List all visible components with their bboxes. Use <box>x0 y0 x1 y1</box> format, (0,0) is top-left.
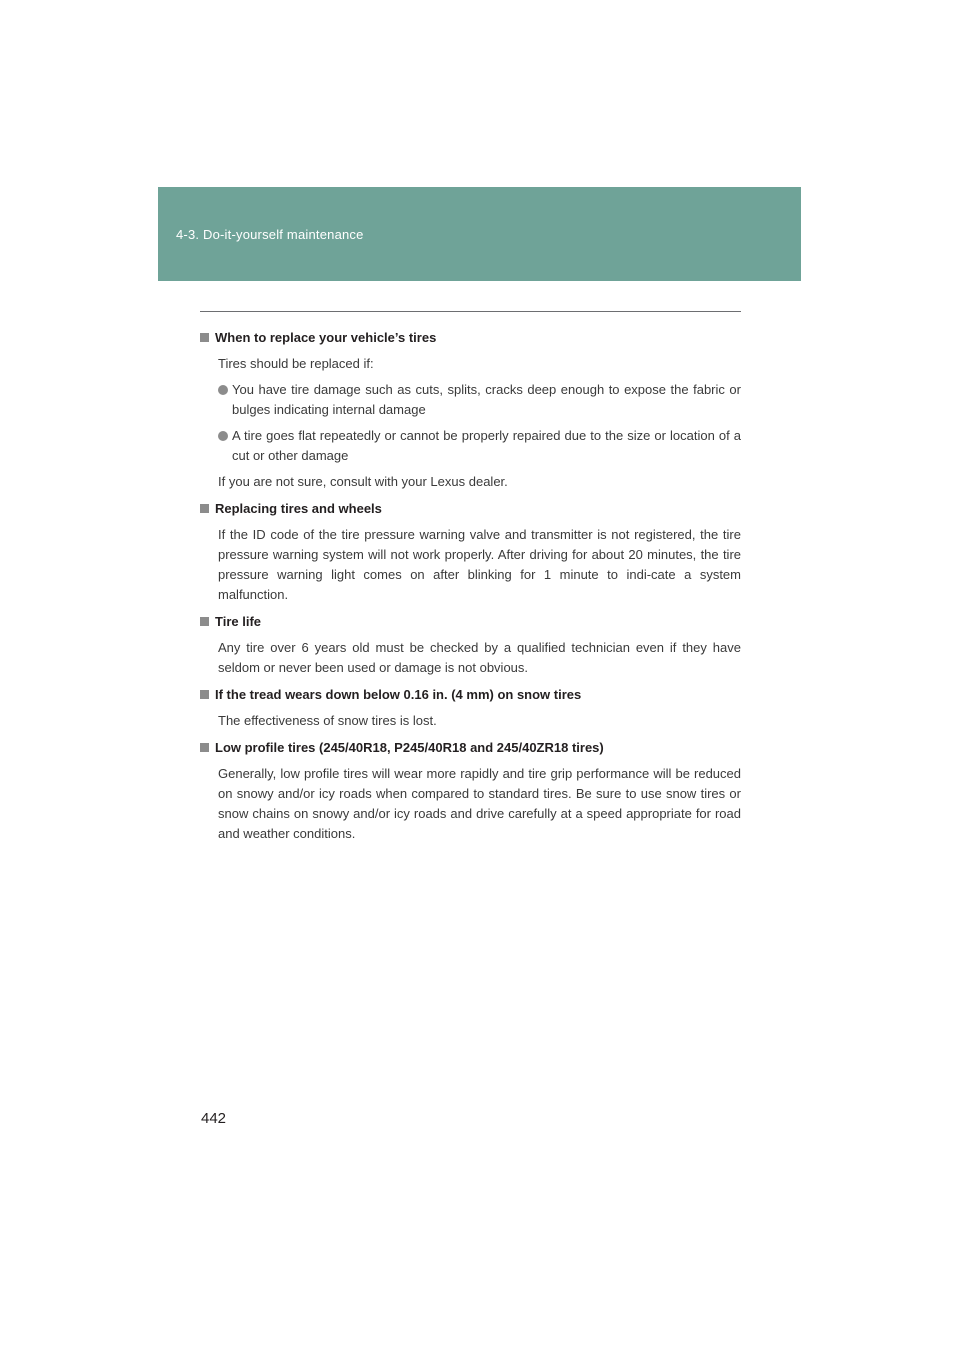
square-bullet-icon <box>200 617 209 626</box>
body-text: Any tire over 6 years old must be checked by a qualified technician even if they have seldom or never been used or damage is not obvious. <box>218 640 741 675</box>
section-heading <box>200 328 741 348</box>
heading-text: Tire life <box>215 614 262 629</box>
circle-bullet-icon <box>218 385 228 395</box>
section-heading <box>200 612 741 632</box>
section-heading <box>200 738 741 758</box>
section-when-to-replace <box>200 328 741 492</box>
list-item-text: You have tire damage such as cuts, splits, cracks deep enough to expose the fabric or bulges indicating internal damage <box>232 382 741 417</box>
list-item <box>218 380 741 420</box>
section-replacing-tires <box>200 499 741 605</box>
list-item <box>218 426 741 466</box>
section-header-band <box>158 187 801 281</box>
body-text: The effectiveness of snow tires is lost. <box>218 713 437 728</box>
section-heading <box>200 499 741 519</box>
circle-bullet-icon <box>218 431 228 441</box>
body-text: If the ID code of the tire pressure warning valve and transmitter is not registered, the tire pressure warning system will not work properly. After driving for about 20 minutes, the tire pressure warning light comes on after blinking for 1 minute to indi-cate a system malfunction. <box>218 527 741 602</box>
section-tire-life <box>200 612 741 678</box>
heading-text: If the tread wears down below 0.16 in. (4 mm) on snow tires <box>215 687 582 702</box>
divider-rule <box>200 311 741 312</box>
section-low-profile <box>200 738 741 844</box>
heading-text: When to replace your vehicle’s tires <box>215 330 437 345</box>
heading-text: Replacing tires and wheels <box>215 501 382 516</box>
intro-text: Tires should be replaced if: <box>218 356 374 371</box>
page-content <box>200 328 741 851</box>
section-title: 4-3. Do-it-yourself maintenance <box>176 227 364 242</box>
square-bullet-icon <box>200 743 209 752</box>
square-bullet-icon <box>200 504 209 513</box>
section-heading <box>200 685 741 705</box>
body-text: Generally, low profile tires will wear more rapidly and tire grip performance will be reduced on snowy and/or icy roads when compared to standard tires. Be sure to use snow tires or snow chains on snowy and/or icy roads and drive carefully at a speed appropriate for road and weather conditions. <box>218 766 741 841</box>
outro-text: If you are not sure, consult with your Lexus dealer. <box>218 474 508 489</box>
list-item-text: A tire goes flat repeatedly or cannot be properly repaired due to the size or location of a cut or other damage <box>232 428 741 463</box>
square-bullet-icon <box>200 333 209 342</box>
square-bullet-icon <box>200 690 209 699</box>
section-tread-wear <box>200 685 741 731</box>
page-number: 442 <box>201 1110 227 1127</box>
heading-text: Low profile tires (245/40R18, P245/40R18 and 245/40ZR18 tires) <box>215 740 604 755</box>
